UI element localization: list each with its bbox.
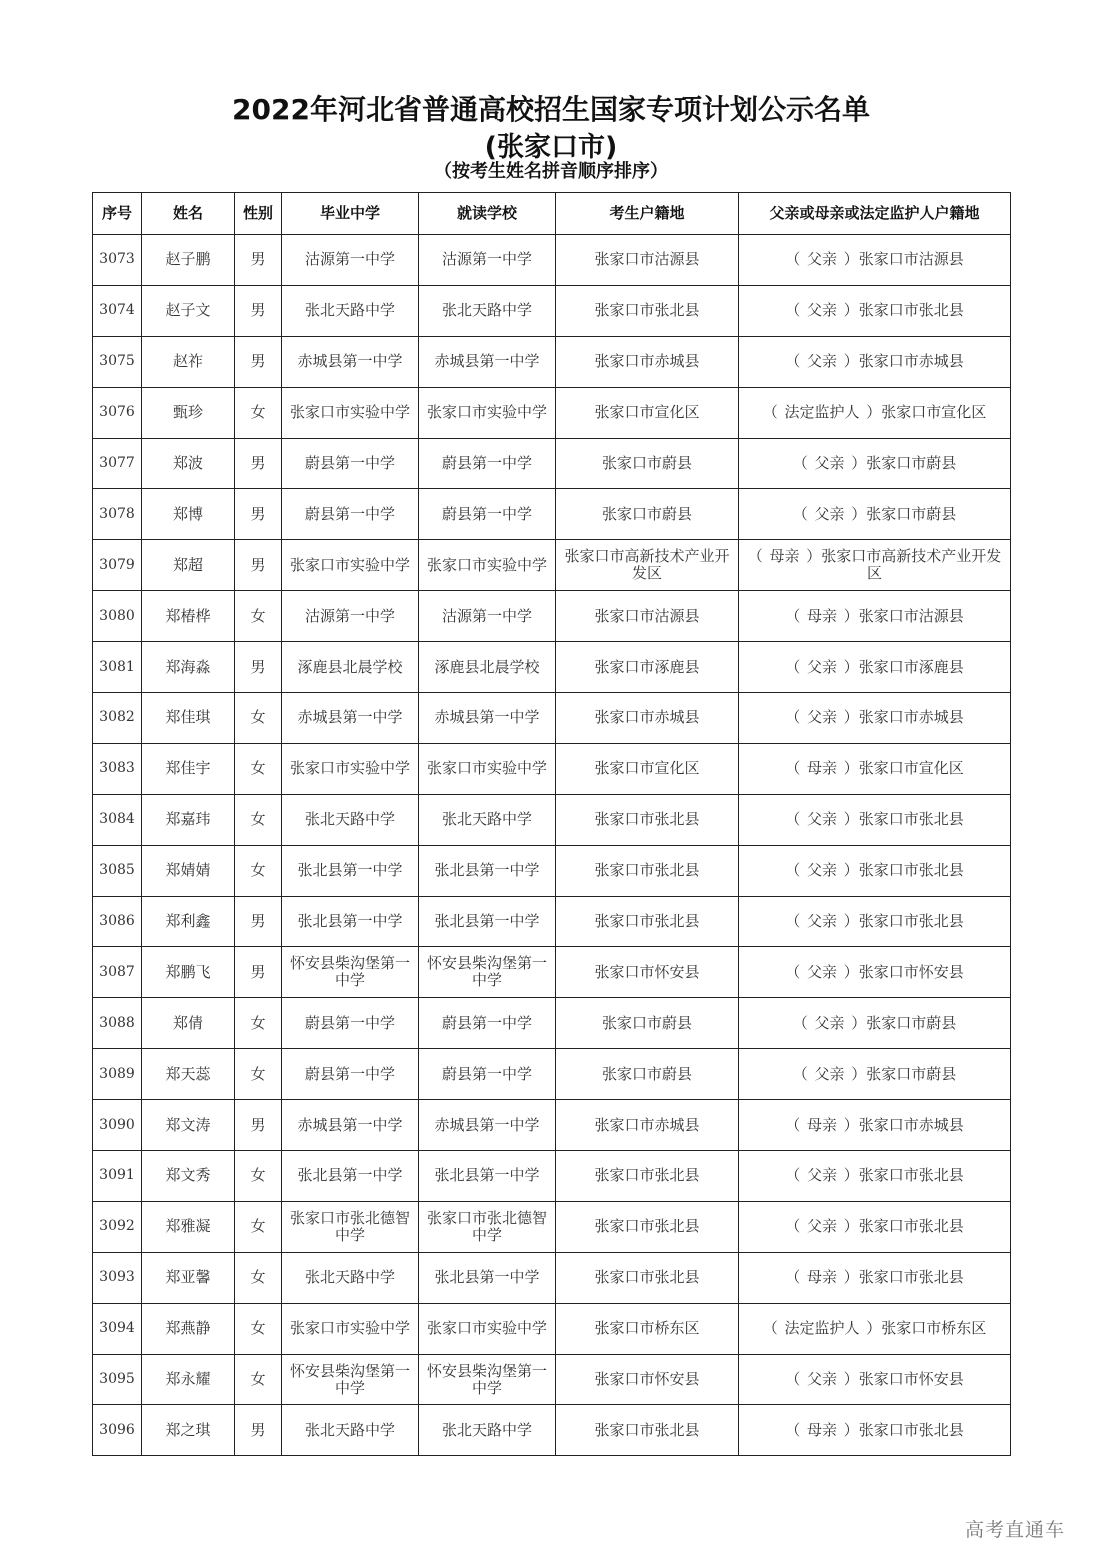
current-school-cell: 张北天路中学: [419, 794, 556, 845]
seq-cell: 3096: [93, 1405, 142, 1456]
table-header-row: [93, 193, 1011, 235]
table-row: [93, 794, 1011, 845]
guardian-residence-cell: （ 法定监护人 ）张家口市宣化区: [739, 387, 1011, 438]
gender-cell: 女: [235, 1354, 282, 1405]
name-cell: 郑永耀: [142, 1354, 235, 1405]
current-school-cell: 蔚县第一中学: [419, 998, 556, 1049]
grad-school-cell: 蔚县第一中学: [282, 489, 419, 540]
grad-school-cell: 蔚县第一中学: [282, 1049, 419, 1100]
guardian-residence-cell: （ 父亲 ）张家口市张北县: [739, 794, 1011, 845]
seq-cell: 3092: [93, 1201, 142, 1252]
name-cell: 郑燕静: [142, 1303, 235, 1354]
name-cell: 郑嘉玮: [142, 794, 235, 845]
table-row: [93, 693, 1011, 744]
table-row: [93, 1354, 1011, 1405]
current-school-cell: 张家口市实验中学: [419, 1303, 556, 1354]
seq-cell: 3081: [93, 642, 142, 693]
name-cell: 郑波: [142, 438, 235, 489]
seq-cell: 3077: [93, 438, 142, 489]
table-row: [93, 896, 1011, 947]
residence-cell: 张家口市赤城县: [556, 336, 739, 387]
grad-school-cell: 张北天路中学: [282, 1252, 419, 1303]
seq-cell: 3094: [93, 1303, 142, 1354]
gender-cell: 男: [235, 285, 282, 336]
gender-cell: 男: [235, 438, 282, 489]
seq-cell: 3087: [93, 947, 142, 998]
residence-cell: 张家口市蔚县: [556, 438, 739, 489]
seq-cell: 3079: [93, 540, 142, 591]
document-subtitle: (张家口市): [484, 132, 618, 163]
grad-school-cell: 蔚县第一中学: [282, 438, 419, 489]
current-school-cell: 沽源第一中学: [419, 591, 556, 642]
header-grad-school: 毕业中学: [282, 193, 419, 235]
gender-cell: 女: [235, 998, 282, 1049]
header-residence: 考生户籍地: [556, 193, 739, 235]
grad-school-cell: 涿鹿县北晨学校: [282, 642, 419, 693]
gender-cell: 男: [235, 235, 282, 286]
guardian-residence-cell: （ 母亲 ）张家口市沽源县: [739, 591, 1011, 642]
name-cell: 郑佳宇: [142, 743, 235, 794]
grad-school-cell: 张北天路中学: [282, 1405, 419, 1456]
residence-cell: 张家口市赤城县: [556, 693, 739, 744]
seq-cell: 3078: [93, 489, 142, 540]
grad-school-cell: 张北天路中学: [282, 285, 419, 336]
table-row: [93, 642, 1011, 693]
name-cell: 郑利鑫: [142, 896, 235, 947]
table-row: [93, 1100, 1011, 1151]
current-school-cell: 张北县第一中学: [419, 896, 556, 947]
table-row: [93, 1252, 1011, 1303]
residence-cell: 张家口市张北县: [556, 1252, 739, 1303]
residence-cell: 张家口市宣化区: [556, 743, 739, 794]
residence-cell: 张家口市张北县: [556, 1201, 739, 1252]
name-cell: 郑天蕊: [142, 1049, 235, 1100]
grad-school-cell: 怀安县柴沟堡第一中学: [282, 1354, 419, 1405]
name-cell: 郑之琪: [142, 1405, 235, 1456]
residence-cell: 张家口市宣化区: [556, 387, 739, 438]
residence-cell: 张家口市涿鹿县: [556, 642, 739, 693]
gender-cell: 女: [235, 1201, 282, 1252]
residence-cell: 张家口市张北县: [556, 285, 739, 336]
grad-school-cell: 张家口市实验中学: [282, 743, 419, 794]
grad-school-cell: 沽源第一中学: [282, 235, 419, 286]
name-cell: 郑海淼: [142, 642, 235, 693]
residence-cell: 张家口市沽源县: [556, 591, 739, 642]
guardian-residence-cell: （ 母亲 ）张家口市赤城县: [739, 1100, 1011, 1151]
gender-cell: 女: [235, 693, 282, 744]
current-school-cell: 张家口市实验中学: [419, 540, 556, 591]
gender-cell: 男: [235, 336, 282, 387]
residence-cell: 张家口市赤城县: [556, 1100, 739, 1151]
current-school-cell: 赤城县第一中学: [419, 336, 556, 387]
grad-school-cell: 蔚县第一中学: [282, 998, 419, 1049]
guardian-residence-cell: （ 母亲 ）张家口市张北县: [739, 1405, 1011, 1456]
gender-cell: 男: [235, 947, 282, 998]
name-cell: 郑椿桦: [142, 591, 235, 642]
guardian-residence-cell: （ 父亲 ）张家口市张北县: [739, 1201, 1011, 1252]
name-cell: 赵祚: [142, 336, 235, 387]
gender-cell: 女: [235, 1303, 282, 1354]
name-cell: 郑倩: [142, 998, 235, 1049]
current-school-cell: 张北县第一中学: [419, 1252, 556, 1303]
roster-table: [92, 192, 1011, 1456]
header-seq: 序号: [93, 193, 142, 235]
seq-cell: 3082: [93, 693, 142, 744]
table-row: [93, 998, 1011, 1049]
watermark: 高考直通车: [965, 1519, 1066, 1541]
table-body: [93, 235, 1011, 1456]
seq-cell: 3075: [93, 336, 142, 387]
gender-cell: 女: [235, 1252, 282, 1303]
grad-school-cell: 张家口市实验中学: [282, 387, 419, 438]
table-row: [93, 387, 1011, 438]
guardian-residence-cell: （ 父亲 ）张家口市怀安县: [739, 1354, 1011, 1405]
current-school-cell: 张家口市张北德智中学: [419, 1201, 556, 1252]
gender-cell: 男: [235, 489, 282, 540]
guardian-residence-cell: （ 父亲 ）张家口市赤城县: [739, 693, 1011, 744]
table-row: [93, 285, 1011, 336]
current-school-cell: 沽源第一中学: [419, 235, 556, 286]
current-school-cell: 赤城县第一中学: [419, 693, 556, 744]
name-cell: 郑超: [142, 540, 235, 591]
seq-cell: 3083: [93, 743, 142, 794]
table-row: [93, 489, 1011, 540]
header-current-school: 就读学校: [419, 193, 556, 235]
name-cell: 甄珍: [142, 387, 235, 438]
guardian-residence-cell: （ 母亲 ）张家口市高新技术产业开发区: [739, 540, 1011, 591]
gender-cell: 男: [235, 896, 282, 947]
name-cell: 郑文涛: [142, 1100, 235, 1151]
seq-cell: 3093: [93, 1252, 142, 1303]
guardian-residence-cell: （ 父亲 ）张家口市张北县: [739, 285, 1011, 336]
guardian-residence-cell: （ 母亲 ）张家口市张北县: [739, 1252, 1011, 1303]
seq-cell: 3073: [93, 235, 142, 286]
table-row: [93, 947, 1011, 998]
gender-cell: 女: [235, 794, 282, 845]
table-row: [93, 591, 1011, 642]
gender-cell: 男: [235, 1100, 282, 1151]
seq-cell: 3084: [93, 794, 142, 845]
current-school-cell: 张北天路中学: [419, 285, 556, 336]
residence-cell: 张家口市怀安县: [556, 1354, 739, 1405]
grad-school-cell: 沽源第一中学: [282, 591, 419, 642]
residence-cell: 张家口市蔚县: [556, 489, 739, 540]
grad-school-cell: 赤城县第一中学: [282, 693, 419, 744]
table-row: [93, 336, 1011, 387]
current-school-cell: 怀安县柴沟堡第一中学: [419, 1354, 556, 1405]
guardian-residence-cell: （ 父亲 ）张家口市蔚县: [739, 438, 1011, 489]
name-cell: 郑博: [142, 489, 235, 540]
residence-cell: 张家口市沽源县: [556, 235, 739, 286]
gender-cell: 男: [235, 1405, 282, 1456]
current-school-cell: 涿鹿县北晨学校: [419, 642, 556, 693]
guardian-residence-cell: （ 父亲 ）张家口市怀安县: [739, 947, 1011, 998]
current-school-cell: 蔚县第一中学: [419, 489, 556, 540]
guardian-residence-cell: （ 父亲 ）张家口市张北县: [739, 896, 1011, 947]
residence-cell: 张家口市怀安县: [556, 947, 739, 998]
seq-cell: 3095: [93, 1354, 142, 1405]
guardian-residence-cell: （ 父亲 ）张家口市张北县: [739, 845, 1011, 896]
current-school-cell: 张北县第一中学: [419, 845, 556, 896]
name-cell: 赵子文: [142, 285, 235, 336]
residence-cell: 张家口市蔚县: [556, 1049, 739, 1100]
grad-school-cell: 张家口市实验中学: [282, 1303, 419, 1354]
table-row: [93, 1201, 1011, 1252]
residence-cell: 张家口市高新技术产业开发区: [556, 540, 739, 591]
name-cell: 郑鹏飞: [142, 947, 235, 998]
gender-cell: 女: [235, 591, 282, 642]
seq-cell: 3090: [93, 1100, 142, 1151]
residence-cell: 张家口市张北县: [556, 845, 739, 896]
grad-school-cell: 张北县第一中学: [282, 1151, 419, 1202]
gender-cell: 男: [235, 642, 282, 693]
guardian-residence-cell: （ 母亲 ）张家口市宣化区: [739, 743, 1011, 794]
guardian-residence-cell: （ 父亲 ）张家口市蔚县: [739, 998, 1011, 1049]
grad-school-cell: 赤城县第一中学: [282, 336, 419, 387]
document-title: 2022年河北省普通高校招生国家专项计划公示名单: [232, 93, 870, 126]
guardian-residence-cell: （ 父亲 ）张家口市蔚县: [739, 1049, 1011, 1100]
table-row: [93, 1405, 1011, 1456]
current-school-cell: 张北县第一中学: [419, 1151, 556, 1202]
seq-cell: 3074: [93, 285, 142, 336]
gender-cell: 女: [235, 1151, 282, 1202]
name-cell: 郑文秀: [142, 1151, 235, 1202]
table-row: [93, 540, 1011, 591]
grad-school-cell: 赤城县第一中学: [282, 1100, 419, 1151]
seq-cell: 3080: [93, 591, 142, 642]
gender-cell: 女: [235, 387, 282, 438]
current-school-cell: 张北天路中学: [419, 1405, 556, 1456]
grad-school-cell: 怀安县柴沟堡第一中学: [282, 947, 419, 998]
table-row: [93, 1151, 1011, 1202]
current-school-cell: 蔚县第一中学: [419, 438, 556, 489]
header-gender: 性别: [235, 193, 282, 235]
name-cell: 郑亚馨: [142, 1252, 235, 1303]
seq-cell: 3076: [93, 387, 142, 438]
table-row: [93, 438, 1011, 489]
guardian-residence-cell: （ 父亲 ）张家口市赤城县: [739, 336, 1011, 387]
residence-cell: 张家口市张北县: [556, 1405, 739, 1456]
name-cell: 郑婧婧: [142, 845, 235, 896]
current-school-cell: 蔚县第一中学: [419, 1049, 556, 1100]
residence-cell: 张家口市蔚县: [556, 998, 739, 1049]
current-school-cell: 赤城县第一中学: [419, 1100, 556, 1151]
residence-cell: 张家口市桥东区: [556, 1303, 739, 1354]
current-school-cell: 怀安县柴沟堡第一中学: [419, 947, 556, 998]
grad-school-cell: 张北天路中学: [282, 794, 419, 845]
table-row: [93, 743, 1011, 794]
header-guardian-residence: 父亲或母亲或法定监护人户籍地: [739, 193, 1011, 235]
gender-cell: 女: [235, 1049, 282, 1100]
seq-cell: 3089: [93, 1049, 142, 1100]
table-row: [93, 1049, 1011, 1100]
grad-school-cell: 张北县第一中学: [282, 845, 419, 896]
current-school-cell: 张家口市实验中学: [419, 387, 556, 438]
seq-cell: 3085: [93, 845, 142, 896]
table-row: [93, 235, 1011, 286]
name-cell: 郑佳琪: [142, 693, 235, 744]
guardian-residence-cell: （ 父亲 ）张家口市蔚县: [739, 489, 1011, 540]
grad-school-cell: 张家口市张北德智中学: [282, 1201, 419, 1252]
residence-cell: 张家口市张北县: [556, 794, 739, 845]
sort-note: （按考生姓名拼音顺序排序）: [434, 161, 668, 182]
guardian-residence-cell: （ 父亲 ）张家口市涿鹿县: [739, 642, 1011, 693]
guardian-residence-cell: （ 法定监护人 ）张家口市桥东区: [739, 1303, 1011, 1354]
header-name: 姓名: [142, 193, 235, 235]
seq-cell: 3091: [93, 1151, 142, 1202]
seq-cell: 3086: [93, 896, 142, 947]
table-row: [93, 845, 1011, 896]
guardian-residence-cell: （ 父亲 ）张家口市沽源县: [739, 235, 1011, 286]
residence-cell: 张家口市张北县: [556, 1151, 739, 1202]
gender-cell: 女: [235, 743, 282, 794]
gender-cell: 女: [235, 845, 282, 896]
name-cell: 郑雅凝: [142, 1201, 235, 1252]
seq-cell: 3088: [93, 998, 142, 1049]
table-row: [93, 1303, 1011, 1354]
residence-cell: 张家口市张北县: [556, 896, 739, 947]
grad-school-cell: 张北县第一中学: [282, 896, 419, 947]
guardian-residence-cell: （ 父亲 ）张家口市张北县: [739, 1151, 1011, 1202]
name-cell: 赵子鹏: [142, 235, 235, 286]
grad-school-cell: 张家口市实验中学: [282, 540, 419, 591]
gender-cell: 男: [235, 540, 282, 591]
current-school-cell: 张家口市实验中学: [419, 743, 556, 794]
